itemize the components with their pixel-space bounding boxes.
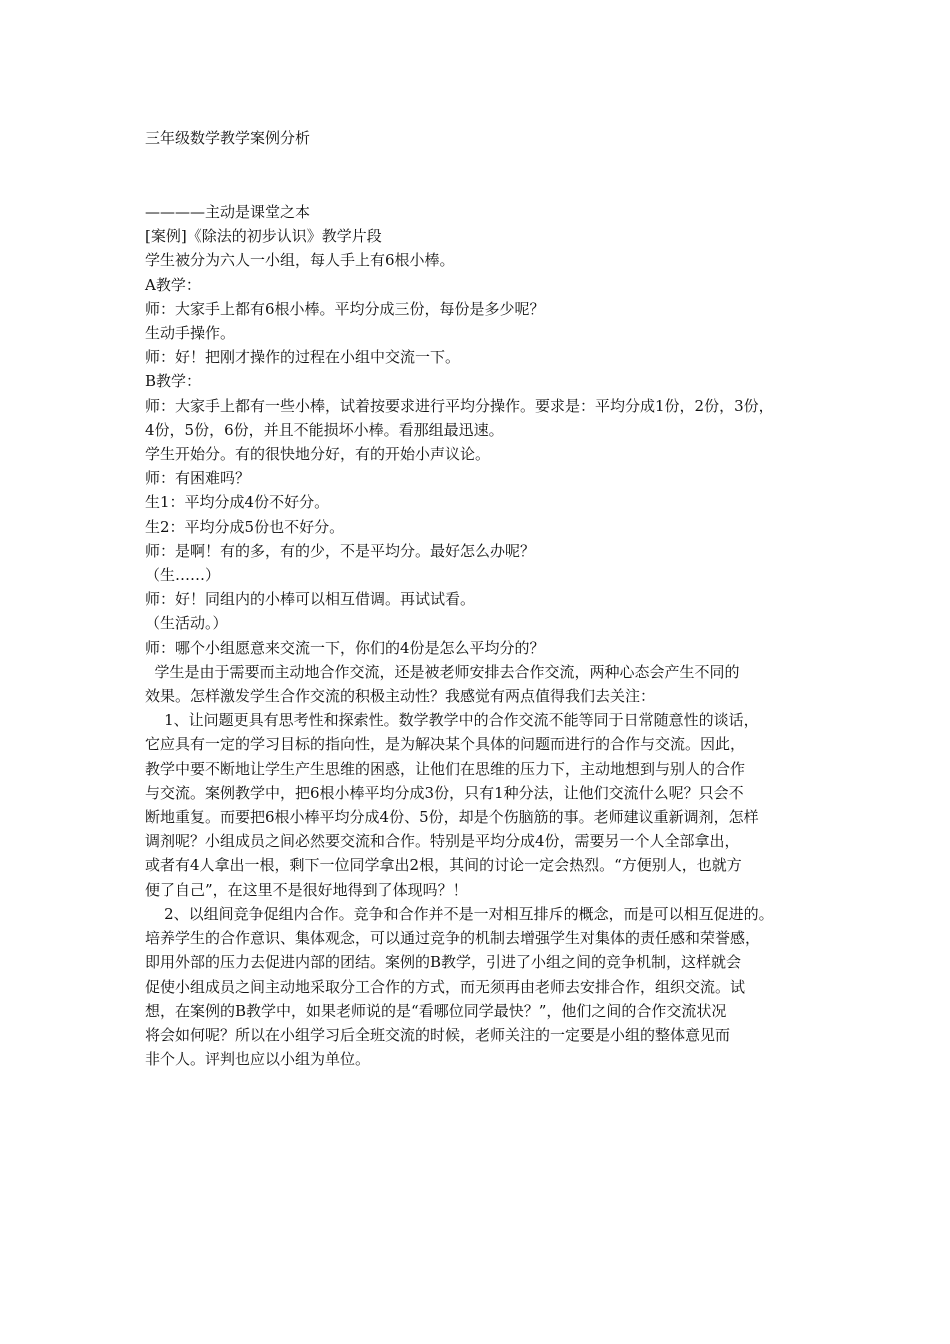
analysis-point-2: 2、以组间竞争促组内合作。竞争和合作并不是一对相互排斥的概念，而是可以相互促进的。 bbox=[145, 904, 774, 923]
analysis-line: 教学中要不断地让学生产生思维的困惑，让他们在思维的压力下，主动地想到与别人的合作 bbox=[145, 759, 746, 778]
analysis-line: 促使小组成员之间主动地采取分工合作的方式，而无须再由老师去安排合作，组织交流。试 bbox=[145, 977, 746, 996]
analysis-line: 想，在案例的B教学中，如果老师说的是“看哪位同学最快？”，他们之间的合作交流状况 bbox=[145, 1001, 727, 1020]
document-title: 三年级数学教学案例分析 bbox=[145, 129, 311, 147]
section-a-heading: A教学： bbox=[145, 275, 201, 294]
dialogue-line: 师：大家手上都有一些小棒，试着按要求进行平均分操作。要求是：平均分成1份，2份，3份， bbox=[145, 396, 774, 415]
dialogue-line: 师：好！把刚才操作的过程在小组中交流一下。 bbox=[145, 348, 461, 367]
analysis-point-1: 1、让问题更具有思考性和探索性。数学教学中的合作交流不能等同于日常随意性的谈话， bbox=[145, 711, 759, 730]
analysis-line: 便了自己”，在这里不是很好地得到了体现吗？！ bbox=[145, 880, 468, 899]
analysis-line: 培养学生的合作意识、集体观念，可以通过竞争的机制去增强学生对集体的责任感和荣誉感， bbox=[145, 929, 761, 948]
case-heading: [案例]《除法的初步认识》教学片段 bbox=[145, 227, 382, 246]
dialogue-line: 生2：平均分成5份也不好分。 bbox=[145, 517, 345, 536]
case-setup: 学生被分为六人一小组，每人手上有6根小棒。 bbox=[145, 251, 455, 270]
analysis-line: 它应具有一定的学习目标的指向性，是为解决某个具体的问题而进行的合作与交流。因此， bbox=[145, 735, 746, 754]
dialogue-line: （生……） bbox=[145, 566, 221, 585]
analysis-line: 非个人。评判也应以小组为单位。 bbox=[145, 1050, 371, 1069]
analysis-line: 即用外部的压力去促进内部的团结。案例的B教学，引进了小组之间的竞争机制，这样就会 bbox=[145, 953, 742, 972]
dialogue-line: 4份，5份，6份，并且不能损坏小棒。看那组最迅速。 bbox=[145, 420, 504, 439]
dialogue-line: 师：有困难吗？ bbox=[145, 469, 251, 488]
analysis-line: 效果。怎样激发学生合作交流的积极主动性？我感觉有两点值得我们去关注： bbox=[145, 687, 656, 706]
dialogue-line: 师：哪个小组愿意来交流一下，你们的4份是怎么平均分的？ bbox=[145, 638, 545, 657]
dialogue-line: （生活动。） bbox=[145, 614, 228, 633]
document-subtitle: ————主动是课堂之本 bbox=[145, 203, 311, 221]
dialogue-line: 师：是啊！有的多，有的少，不是平均分。最好怎么办呢？ bbox=[145, 541, 536, 560]
analysis-line: 或者有4人拿出一根，剩下一位同学拿出2根，其间的讨论一定会热烈。“方便别人，也就方 bbox=[145, 856, 742, 875]
analysis-line: 断地重复。而要把6根小棒平均分成4份、5份，却是个伤脑筋的事。老师建议重新调剂，怎样 bbox=[145, 808, 759, 827]
section-b-heading: B教学： bbox=[145, 372, 202, 391]
analysis-line: 将会如何呢？所以在小组学习后全班交流的时候，老师关注的一定要是小组的整体意见而 bbox=[145, 1025, 731, 1044]
dialogue-line: 生动手操作。 bbox=[145, 324, 236, 343]
dialogue-line: 师：好！同组内的小棒可以相互借调。再试试看。 bbox=[145, 590, 476, 609]
analysis-line: 调剂呢？小组成员之间必然要交流和合作。特别是平均分成4份，需要另一个人全部拿出， bbox=[145, 832, 740, 851]
dialogue-line: 师：大家手上都有6根小棒。平均分成三份，每份是多少呢？ bbox=[145, 299, 545, 318]
dialogue-line: 学生开始分。有的很快地分好，有的开始小声议论。 bbox=[145, 445, 491, 464]
document-body bbox=[145, 200, 821, 1071]
analysis-line: 与交流。案例教学中，把6根小棒平均分成3份，只有1种分法，让他们交流什么呢？只会不 bbox=[145, 783, 744, 802]
analysis-line: 学生是由于需要而主动地合作交流，还是被老师安排去合作交流，两种心态会产生不同的 bbox=[145, 662, 740, 681]
dialogue-line: 生1：平均分成4份不好分。 bbox=[145, 493, 330, 512]
